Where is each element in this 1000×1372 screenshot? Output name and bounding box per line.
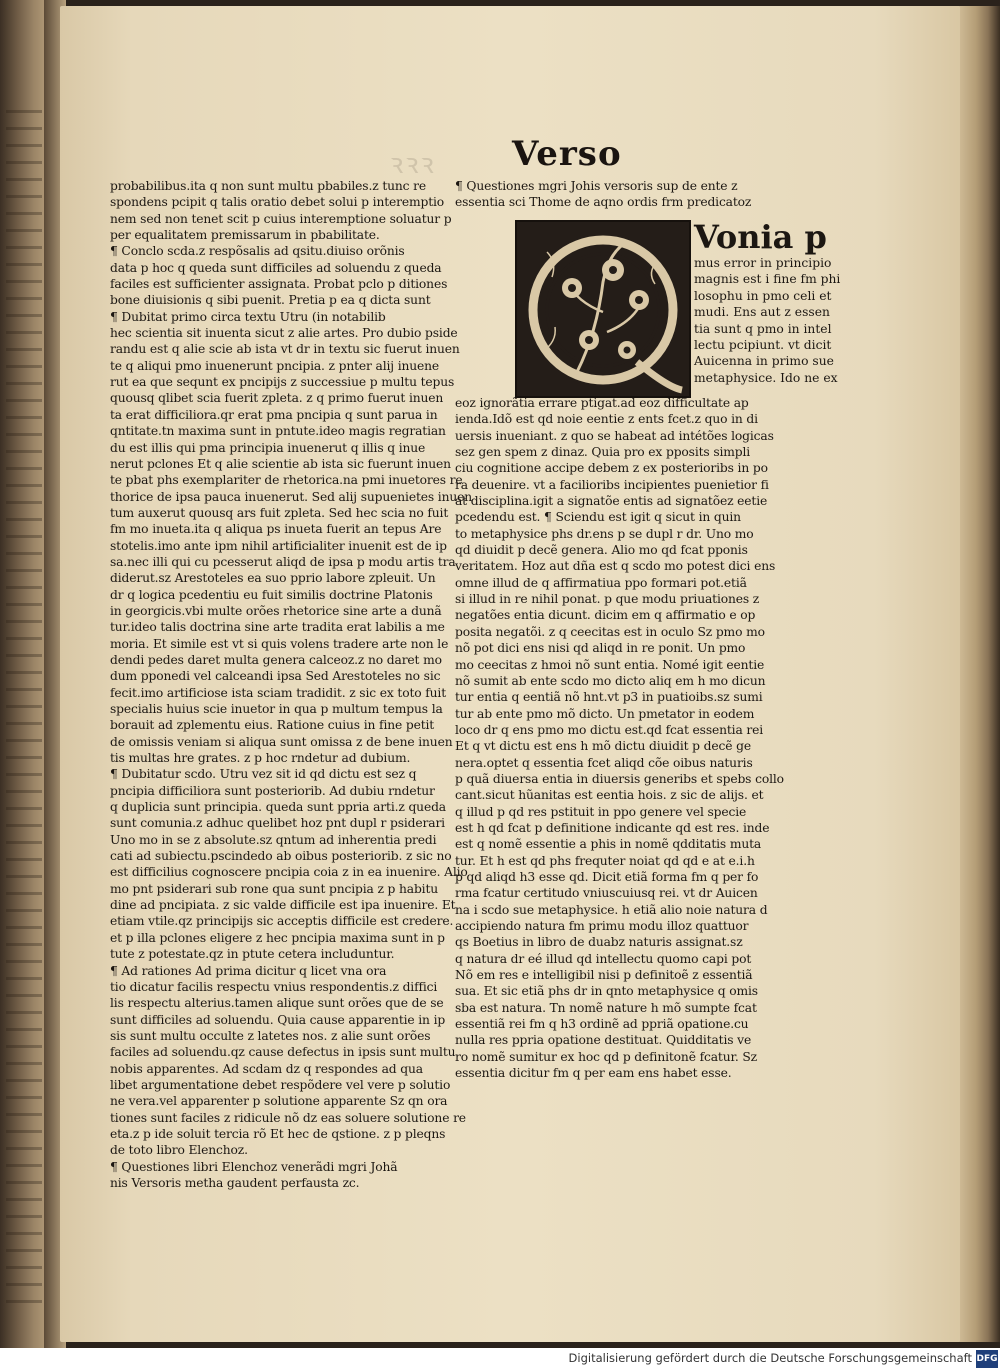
text-line: tia sunt q pmo in intel <box>694 321 832 336</box>
text-line: negatões entia dicunt. dicim em q affirmatio e op <box>455 608 756 623</box>
text-line: diderut.sz Arestoteles ea suo pprio labore zpleuit. Un <box>110 571 436 586</box>
text-line: si illud in re nihil ponat. p que modu priuationes z <box>455 592 760 607</box>
text-line: dr q logica pcedentiu eu fuit similis doctrine Platonis <box>110 587 433 602</box>
text-line: stotelis.imo ante ipm nihil artificialiter inuenit est de ip <box>110 538 447 553</box>
text-line: magnis est i fine fm phi <box>694 272 841 287</box>
text-line: ¶ Dubitat primo circa textu Utru (in notabilib <box>110 309 386 324</box>
text-line: Uno mo in se z absolute.sz qntum ad inherentia predi <box>110 832 437 847</box>
text-line: mudi. Ens aut z essen <box>694 305 830 320</box>
text-line: fm mo inueta.ita q aliqua ps inueta fuerit an tepus Are <box>110 522 442 537</box>
text-line: borauit ad zplementu eius. Ratione cuius in fine petit <box>110 718 435 733</box>
text-line: sez gen spem z dinaz. Quia pro ex pposits simpli <box>455 445 751 460</box>
text-line: pncipia difficiliora sunt posteriorib. Ad dubiu rndetur <box>110 783 435 798</box>
text-line: loco dr q ens pmo mo dictu est.qd fcat essentia rei <box>455 722 764 737</box>
text-line: ¶ Questiones libri Elenchoz venerãdi mgri Johã <box>110 1159 398 1174</box>
running-head: Verso <box>512 134 622 174</box>
text-line: specialis huius scie inuetor in qua p multum tempus la <box>110 702 443 716</box>
text-line: pcedendu est. ¶ Sciendu est igit q sicut in quin <box>455 510 741 525</box>
text-line: qs Boetius in libro de duabz naturis assignat.sz <box>455 935 743 950</box>
text-line: ra deuenire. vt a facilioribs incipientes puenietior fi <box>455 477 769 492</box>
text-line: posita negatõi. z q ceecitas est in oculo Sz pmo mo <box>455 624 765 639</box>
text-line: nerut pclones Et q alie scientie ab ista sic fuerunt inuen <box>110 456 451 471</box>
text-line: ienda.Idõ est qd noie eentie z ents fcet.z quo in di <box>455 412 758 427</box>
text-line: de toto libro Elenchoz. <box>110 1143 248 1158</box>
previous-page-edge <box>0 0 48 1348</box>
right-column-intro <box>455 178 805 211</box>
text-line: essentia sci Thome de aqno ordis frm predicatoz <box>455 195 752 210</box>
left-column-text <box>110 178 480 1191</box>
text-line: mus error in principio <box>694 256 832 270</box>
text-line: essentia dicitur fm q per eam ens habet esse. <box>455 1066 732 1081</box>
text-line: tur ab ente pmo mõ dicto. Un pmetator in eodem <box>455 706 755 721</box>
text-line: in georgicis.vbi multe orões rhetorice sine arte a dunã <box>110 603 442 618</box>
right-column-text <box>455 395 805 1081</box>
text-line: thorice de ipsa pauca inuenerut. Sed alij supuenietes inuen <box>110 489 473 504</box>
text-line: de omissis veniam si aliqua sunt omissa z de bene inuen <box>110 734 453 749</box>
initial-first-word: Vonia p <box>694 218 827 256</box>
text-line: ro nomẽ sumitur ex hoc qd p definitonẽ fcatur. Sz <box>455 1049 757 1064</box>
text-line: moria. Et simile est vt si quis volens tradere arte non le <box>110 636 449 651</box>
text-line: nobis apparentes. Ad scdam dz q respondes ad qua <box>110 1061 423 1076</box>
text-line: tio dicatur facilis respectu vnius respondentis.z diffici <box>110 979 438 994</box>
text-line: data p hoc q queda sunt difficiles ad soluendu z queda <box>110 260 442 275</box>
text-line: ciu cognitione accipe debem z ex posterioribs in po <box>455 461 768 476</box>
text-line: q duplicia sunt principia. queda sunt ppria arti.z queda <box>110 800 446 815</box>
text-line: nem sed non tenet scit p cuius interemptione soluatur p <box>110 211 452 226</box>
text-line: bone diuisionis q sibi puenit. Pretia p ea q dicta sunt <box>110 293 431 308</box>
text-line: nis Versoris metha gaudent perfausta zc. <box>110 1175 360 1190</box>
text-line: tur entia q eentiã nõ hnt.vt p3 in puatioibs.sz sumi <box>455 690 763 705</box>
text-line: eta.z p ide soluit tercia rõ Et hec de qstione. z p pleqns <box>110 1126 446 1141</box>
text-line: spondens pcipit q talis oratio debet solui p interemptio <box>110 195 445 210</box>
text-line: Auicenna in primo sue <box>694 354 834 369</box>
text-line: dine ad pncipiata. z sic valde difficile est ipa inuenire. Et <box>110 898 456 913</box>
text-line: te pbat phs exemplariter de rhetorica.na pmi inuetores re <box>110 473 463 488</box>
text-line: fecit.imo artificiose ista sciam tradidit. z sic ex toto fuit <box>110 685 447 700</box>
text-line: te q aliqui pmo inuenerunt pncipia. z pnter alij inuene <box>110 358 440 373</box>
text-line: faciles ad soluendu.qz cause defectus in ipsis sunt multu <box>110 1045 456 1060</box>
text-line: Nõ em res e intelligibil nisi p definitoẽ z essentiã <box>455 968 753 983</box>
text-line: etiam vtile.qz principijs sic acceptis difficile est credere. <box>110 914 454 929</box>
text-line: per equalitatem premissarum in pbabilitate. <box>110 228 380 243</box>
text-line: tur.ideo talis doctrina sine arte tradita erat labilis a me <box>110 620 445 635</box>
text-line: hec scientia sit inuenta sicut z alie artes. Pro dubio pside <box>110 326 458 341</box>
text-line: faciles est sufficienter assignata. Probat pclo p ditiones <box>110 277 448 292</box>
text-line: essentiã rei fm q h3 ordinẽ ad ppriã opatione.cu <box>455 1017 749 1032</box>
text-line: losophu in pmo celi et <box>694 288 832 303</box>
text-line: q illud p qd res pstituit in ppo genere vel specie <box>455 804 747 819</box>
text-line: omne illud de q affirmatiua ppo formari pot.etiã <box>455 575 747 590</box>
text-line: ¶ Ad rationes Ad prima dicitur q licet vna ora <box>110 963 387 978</box>
dfg-logo: DFG <box>976 1350 998 1368</box>
text-line: tur. Et h est qd phs frequter noiat qd qd e at e.i.h <box>455 853 755 868</box>
text-line: sua. Et sic etiã phs dr in qnto metaphysice q omis <box>455 984 758 999</box>
text-line: mo pnt psiderari sub rone qua sunt pncipia z p habitu <box>110 881 439 896</box>
text-line: tis multas hre grates. z p hoc rndetur ad dubium. <box>110 751 411 766</box>
text-line: to metaphysice phs dr.ens p se dupl r dr. Uno mo <box>455 526 754 541</box>
footer-bar <box>0 1348 1000 1372</box>
text-line: probabilibus.ita q non sunt multu pbabiles.z tunc re <box>110 179 426 193</box>
text-line: p quã diuersa entia in diuersis generibs et spebs collo <box>455 771 784 786</box>
text-line: est q nomẽ essentie a phis in nomẽ qdditatis muta <box>455 837 762 852</box>
text-line: Et q vt dictu est ens h mõ dictu diuidit p decẽ ge <box>455 739 751 754</box>
text-line: du est illis qui pma principia inuenerut q illis q inue <box>110 440 426 455</box>
text-line: sis sunt multu occulte z latetes nos. z alie sunt orões <box>110 1028 431 1043</box>
text-line: lis respectu alterius.tamen alique sunt orões que de se <box>110 996 444 1011</box>
text-line: metaphysice. Ido ne ex <box>694 370 838 385</box>
page-fore-edge <box>960 6 1000 1342</box>
text-line: nera.optet q essentia fcet aliqd cõe oibus naturis <box>455 755 753 770</box>
text-line: ¶ Conclo scda.z respõsalis ad qsitu.diuiso orõnis <box>110 244 405 259</box>
text-line: dendi pedes daret multa genera calceoz.z no daret mo <box>110 652 442 667</box>
text-line: cant.sicut hũanitas est eentia hois. z sic de alijs. et <box>455 788 764 803</box>
text-line: rma fcatur certitudo vniuscuiusq rei. vt dr Auicen <box>455 886 758 901</box>
text-line: ¶ Dubitatur scdo. Utru vez sit id qd dictu est sez q <box>110 767 417 782</box>
text-line: sba est natura. Tn nomẽ nature h mõ sumpte fcat <box>455 1000 757 1015</box>
right-column-beside-initial <box>694 255 842 386</box>
text-line: uersis inueniant. z quo se habeat ad intétões logicas <box>455 428 774 443</box>
text-line: dum pponedi vel calceandi ipsa Sed Arestoteles no sic <box>110 669 441 684</box>
text-line: randu est q alie scie ab ista vt dr in textu sic fuerut inuen <box>110 342 460 357</box>
previous-page-text-bleed <box>6 110 42 1310</box>
text-line: qntitate.tn maxima sunt in pntute.ideo magis regratian <box>110 424 446 439</box>
text-line: na i scdo sue metaphysice. h etiã alio noie natura d <box>455 902 768 917</box>
text-line: tiones sunt faciles z ridicule nõ dz eas soluere solutione re <box>110 1110 466 1125</box>
text-line: nulla res ppria opatione destituat. Quidditatis ve <box>455 1033 752 1048</box>
text-line: veritatem. Hoz aut dña est q scdo mo potest dici ens <box>455 559 776 574</box>
funding-credit: Digitalisierung gefördert durch die Deutsche Forschungsgemeinschaft <box>568 1351 972 1365</box>
text-line: sa.nec illi qui cu pcesserut aliqd de ipsa p modu artis tra <box>110 554 456 569</box>
text-line: eoz ignorãtia errare ptigat.ad eoz difficultate ap <box>455 396 749 410</box>
text-line: est h qd fcat p definitione indicante qd est res. inde <box>455 820 770 835</box>
text-line: nõ sumit ab ente scdo mo dicto aliq em h mo dicun <box>455 673 766 688</box>
text-line: ne vera.vel apparenter p solutione apparente Sz qn ora <box>110 1094 448 1109</box>
text-line: mo ceecitas z hmoi nõ sunt entia. Nomé igit eentie <box>455 657 765 672</box>
text-line: sunt comunia.z adhuc quelibet hoz pnt dupl r psiderari <box>110 816 445 831</box>
text-line: sunt difficiles ad soluendu. Quia cause apparentie in ip <box>110 1012 446 1027</box>
text-line: tum auxerut quousq ars fuit zpleta. Sed hec scia no fuit <box>110 505 449 520</box>
floral-initial-icon <box>517 222 689 396</box>
text-line: ta erat difficiliora.qr erat pma pncipia q sunt parua in <box>110 407 438 422</box>
text-line: lectu pcipiunt. vt dicit <box>694 338 832 353</box>
text-line: qd diuidit p decẽ genera. Alio mo qd fcat pponis <box>455 543 748 558</box>
text-line: quousq qlibet scia fuerit zpleta. z q primo fuerut inuen <box>110 391 444 406</box>
text-line: et p illa pclones eligere z hec pncipia maxima sunt in p <box>110 930 445 945</box>
text-line: p qd aliqd h3 esse qd. Dicit etiã forma fm q per fo <box>455 869 759 884</box>
text-line: cati ad subiectu.pscindedo ab oibus posteriorib. z sic no <box>110 849 452 864</box>
text-line: nõ pot dici ens nisi qd aliqd in re ponit. Un pmo <box>455 641 746 656</box>
text-line: tute z potestate.qz in ptute cetera includuntur. <box>110 947 395 962</box>
book-page <box>60 6 965 1342</box>
show-through-heading: ꝛꝛꝛ <box>390 147 436 180</box>
text-line: rut ea que sequnt ex pncipijs z successiue p multu tepus <box>110 375 455 390</box>
text-line: libet argumentatione debet respõdere vel vere p solutio <box>110 1077 451 1092</box>
text-line: q natura dr eé illud qd intellectu quomo capi pot <box>455 951 752 966</box>
text-line: accipiendo natura fm primu modu illoz quattuor <box>455 919 749 933</box>
text-line: at disciplina.igit a signatõe entis ad signatõez eetie <box>455 494 768 509</box>
decorated-initial-q <box>515 220 691 398</box>
text-line: est difficilius cognoscere pncipia coia z in ea inuenire. Alio <box>110 865 468 880</box>
text-line: ¶ Questiones mgri Johis versoris sup de ente z <box>455 179 738 193</box>
